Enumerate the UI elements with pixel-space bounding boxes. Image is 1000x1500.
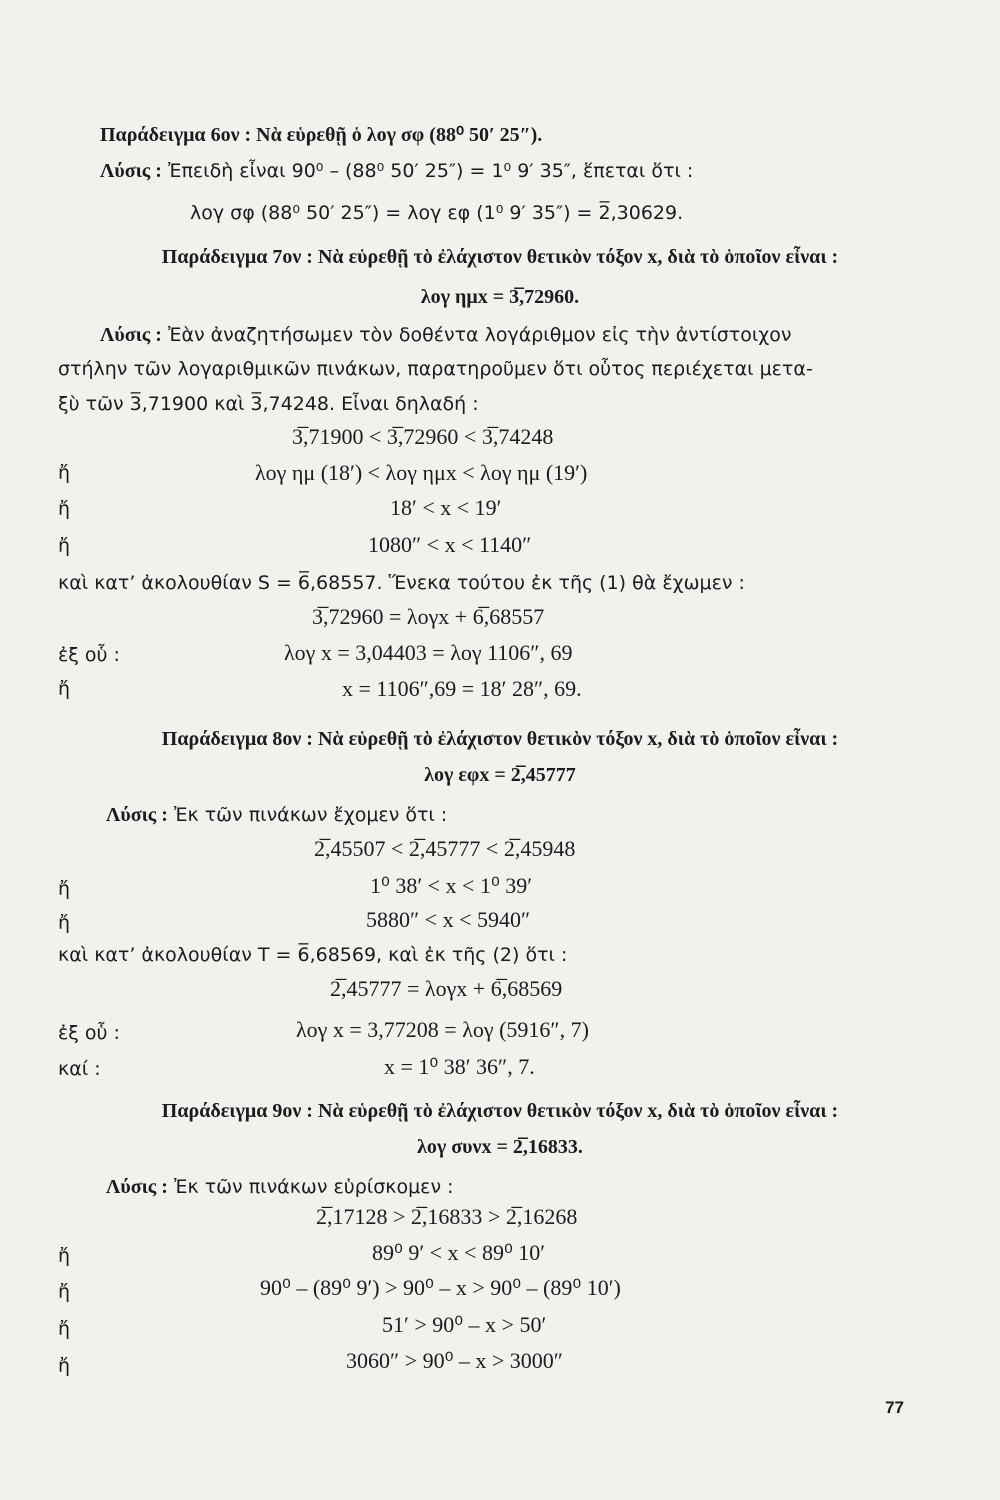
example-7-solution-line bbox=[100, 324, 792, 347]
solution-text: Ἐπειδὴ εἶναι 90⁰ – (88⁰ 50′ 25″) = 1⁰ 9′ 35″, ἕπεται ὅτι : bbox=[167, 160, 694, 182]
example-7-text-4: καὶ κατ’ ἀκολουθίαν S = 6̅,68557. Ἕνεκα τούτου ἐκ τῆς (1) θὰ ἔχωμεν : bbox=[58, 572, 745, 594]
example-8-eq-2: 1⁰ 38′ < x < 1⁰ 39′ bbox=[370, 873, 533, 898]
kai-label: καί : bbox=[58, 1058, 101, 1080]
example-8-solution-line bbox=[106, 804, 447, 827]
example-8-eq-1: 2̅,45507 < 2̅,45777 < 2̅,45948 bbox=[314, 836, 576, 861]
solution-text: Ἐκ τῶν πινάκων εὑρίσκομεν : bbox=[173, 1176, 454, 1198]
eta-label: ἤ bbox=[58, 462, 71, 484]
example-9-eq-5: 3060″ > 90⁰ – x > 3000″ bbox=[346, 1348, 563, 1373]
example-9-eq-3: 90⁰ – (89⁰ 9′) > 90⁰ – x > 90⁰ – (89⁰ 10′) bbox=[260, 1275, 621, 1300]
example-9-solution-line bbox=[106, 1176, 454, 1199]
example-8-eq-5: λογ x = 3,77208 = λογ (5916″, 7) bbox=[296, 1017, 589, 1042]
example-7-heading: Παράδειγμα 7ον : Νὰ εὑρεθῇ τὸ ἐλάχιστον θετικὸν τόξον x, διὰ τὸ ὁποῖον εἶναι : bbox=[161, 246, 839, 268]
eta-label: ἤ bbox=[58, 535, 71, 557]
example-9-eq-1: 2̅,17128 > 2̅,16833 > 2̅,16268 bbox=[316, 1204, 578, 1229]
example-7-eq-7: x = 1106″,69 = 18′ 28″, 69. bbox=[342, 676, 582, 701]
example-8-eq-6: x = 1⁰ 38′ 36″, 7. bbox=[384, 1054, 535, 1079]
ex-ou-label: ἐξ οὗ : bbox=[58, 644, 120, 666]
ex-ou-label: ἐξ οὗ : bbox=[58, 1022, 120, 1044]
example-7-eq-6: λογ x = 3,04403 = λογ 1106″, 69 bbox=[284, 640, 573, 665]
example-9-subheading: λογ συνx = 2̅,16833. bbox=[417, 1136, 583, 1158]
solution-label: Λύσις : bbox=[106, 804, 168, 826]
solution-label: Λύσις : bbox=[100, 160, 162, 182]
page-number: 77 bbox=[885, 1398, 904, 1417]
example-6-heading: Παράδειγμα 6ον : Νὰ εὑρεθῇ ὁ λογ σφ (88⁰ 50′ 25″). bbox=[100, 124, 543, 146]
eta-label: ἤ bbox=[58, 1318, 71, 1340]
example-6-solution-line bbox=[100, 160, 693, 183]
example-8-text-2: καὶ κατ’ ἀκολουθίαν T = 6̅,68569, καὶ ἐκ τῆς (2) ὅτι : bbox=[58, 944, 568, 966]
example-9-eq-4: 51′ > 90⁰ – x > 50′ bbox=[382, 1312, 547, 1337]
eta-label: ἤ bbox=[58, 498, 71, 520]
example-7-eq-5: 3̅,72960 = λογx + 6̅,68557 bbox=[312, 604, 545, 629]
example-7-eq-2: λογ ημ (18′) < λογ ημx < λογ ημ (19′) bbox=[255, 460, 588, 485]
example-8-eq-3: 5880″ < x < 5940″ bbox=[366, 907, 531, 932]
example-7-eq-3: 18′ < x < 19′ bbox=[390, 495, 502, 520]
eta-label: ἤ bbox=[58, 678, 71, 700]
example-8-heading: Παράδειγμα 8ον : Νὰ εὑρεθῇ τὸ ἐλάχιστον θετικὸν τόξον x, διὰ τὸ ὁποῖον εἶναι : bbox=[161, 728, 839, 750]
eta-label: ἤ bbox=[58, 1281, 71, 1303]
example-7-text-2: στήλην τῶν λογαριθμικῶν πινάκων, παρατηροῦμεν ὅτι οὗτος περιέχεται μετα- bbox=[58, 358, 813, 380]
eta-label: ἤ bbox=[58, 878, 71, 900]
example-9-heading: Παράδειγμα 9ον : Νὰ εὑρεθῇ τὸ ἐλάχιστον θετικὸν τόξον x, διὰ τὸ ὁποῖον εἶναι : bbox=[161, 1100, 839, 1122]
example-8-subheading: λογ εφx = 2̅,45777 bbox=[424, 764, 576, 786]
solution-text: Ἐκ τῶν πινάκων ἔχομεν ὅτι : bbox=[173, 804, 448, 826]
example-9-eq-2: 89⁰ 9′ < x < 89⁰ 10′ bbox=[372, 1240, 546, 1265]
solution-label: Λύσις : bbox=[100, 324, 162, 346]
example-6-equation: λογ σφ (88⁰ 50′ 25″) = λογ εφ (1⁰ 9′ 35″) = 2̅,30629. bbox=[190, 202, 684, 224]
example-7-subheading: λογ ημx = 3̅,72960. bbox=[420, 286, 580, 308]
example-7-eq-1: 3̅,71900 < 3̅,72960 < 3̅,74248 bbox=[292, 424, 554, 449]
solution-label: Λύσις : bbox=[106, 1176, 168, 1198]
solution-text: Ἐὰν ἀναζητήσωμεν τὸν δοθέντα λογάριθμον εἰς τὴν ἀντίστοιχον bbox=[167, 324, 792, 346]
example-7-eq-4: 1080″ < x < 1140″ bbox=[368, 532, 532, 557]
eta-label: ἤ bbox=[58, 912, 71, 934]
eta-label: ἤ bbox=[58, 1245, 71, 1267]
example-7-text-3: ξὺ τῶν 3̅,71900 καὶ 3̅,74248. Εἶναι δηλαδή : bbox=[58, 393, 479, 415]
eta-label: ἤ bbox=[58, 1355, 71, 1377]
example-8-eq-4: 2̅,45777 = λογx + 6̅,68569 bbox=[330, 976, 563, 1001]
